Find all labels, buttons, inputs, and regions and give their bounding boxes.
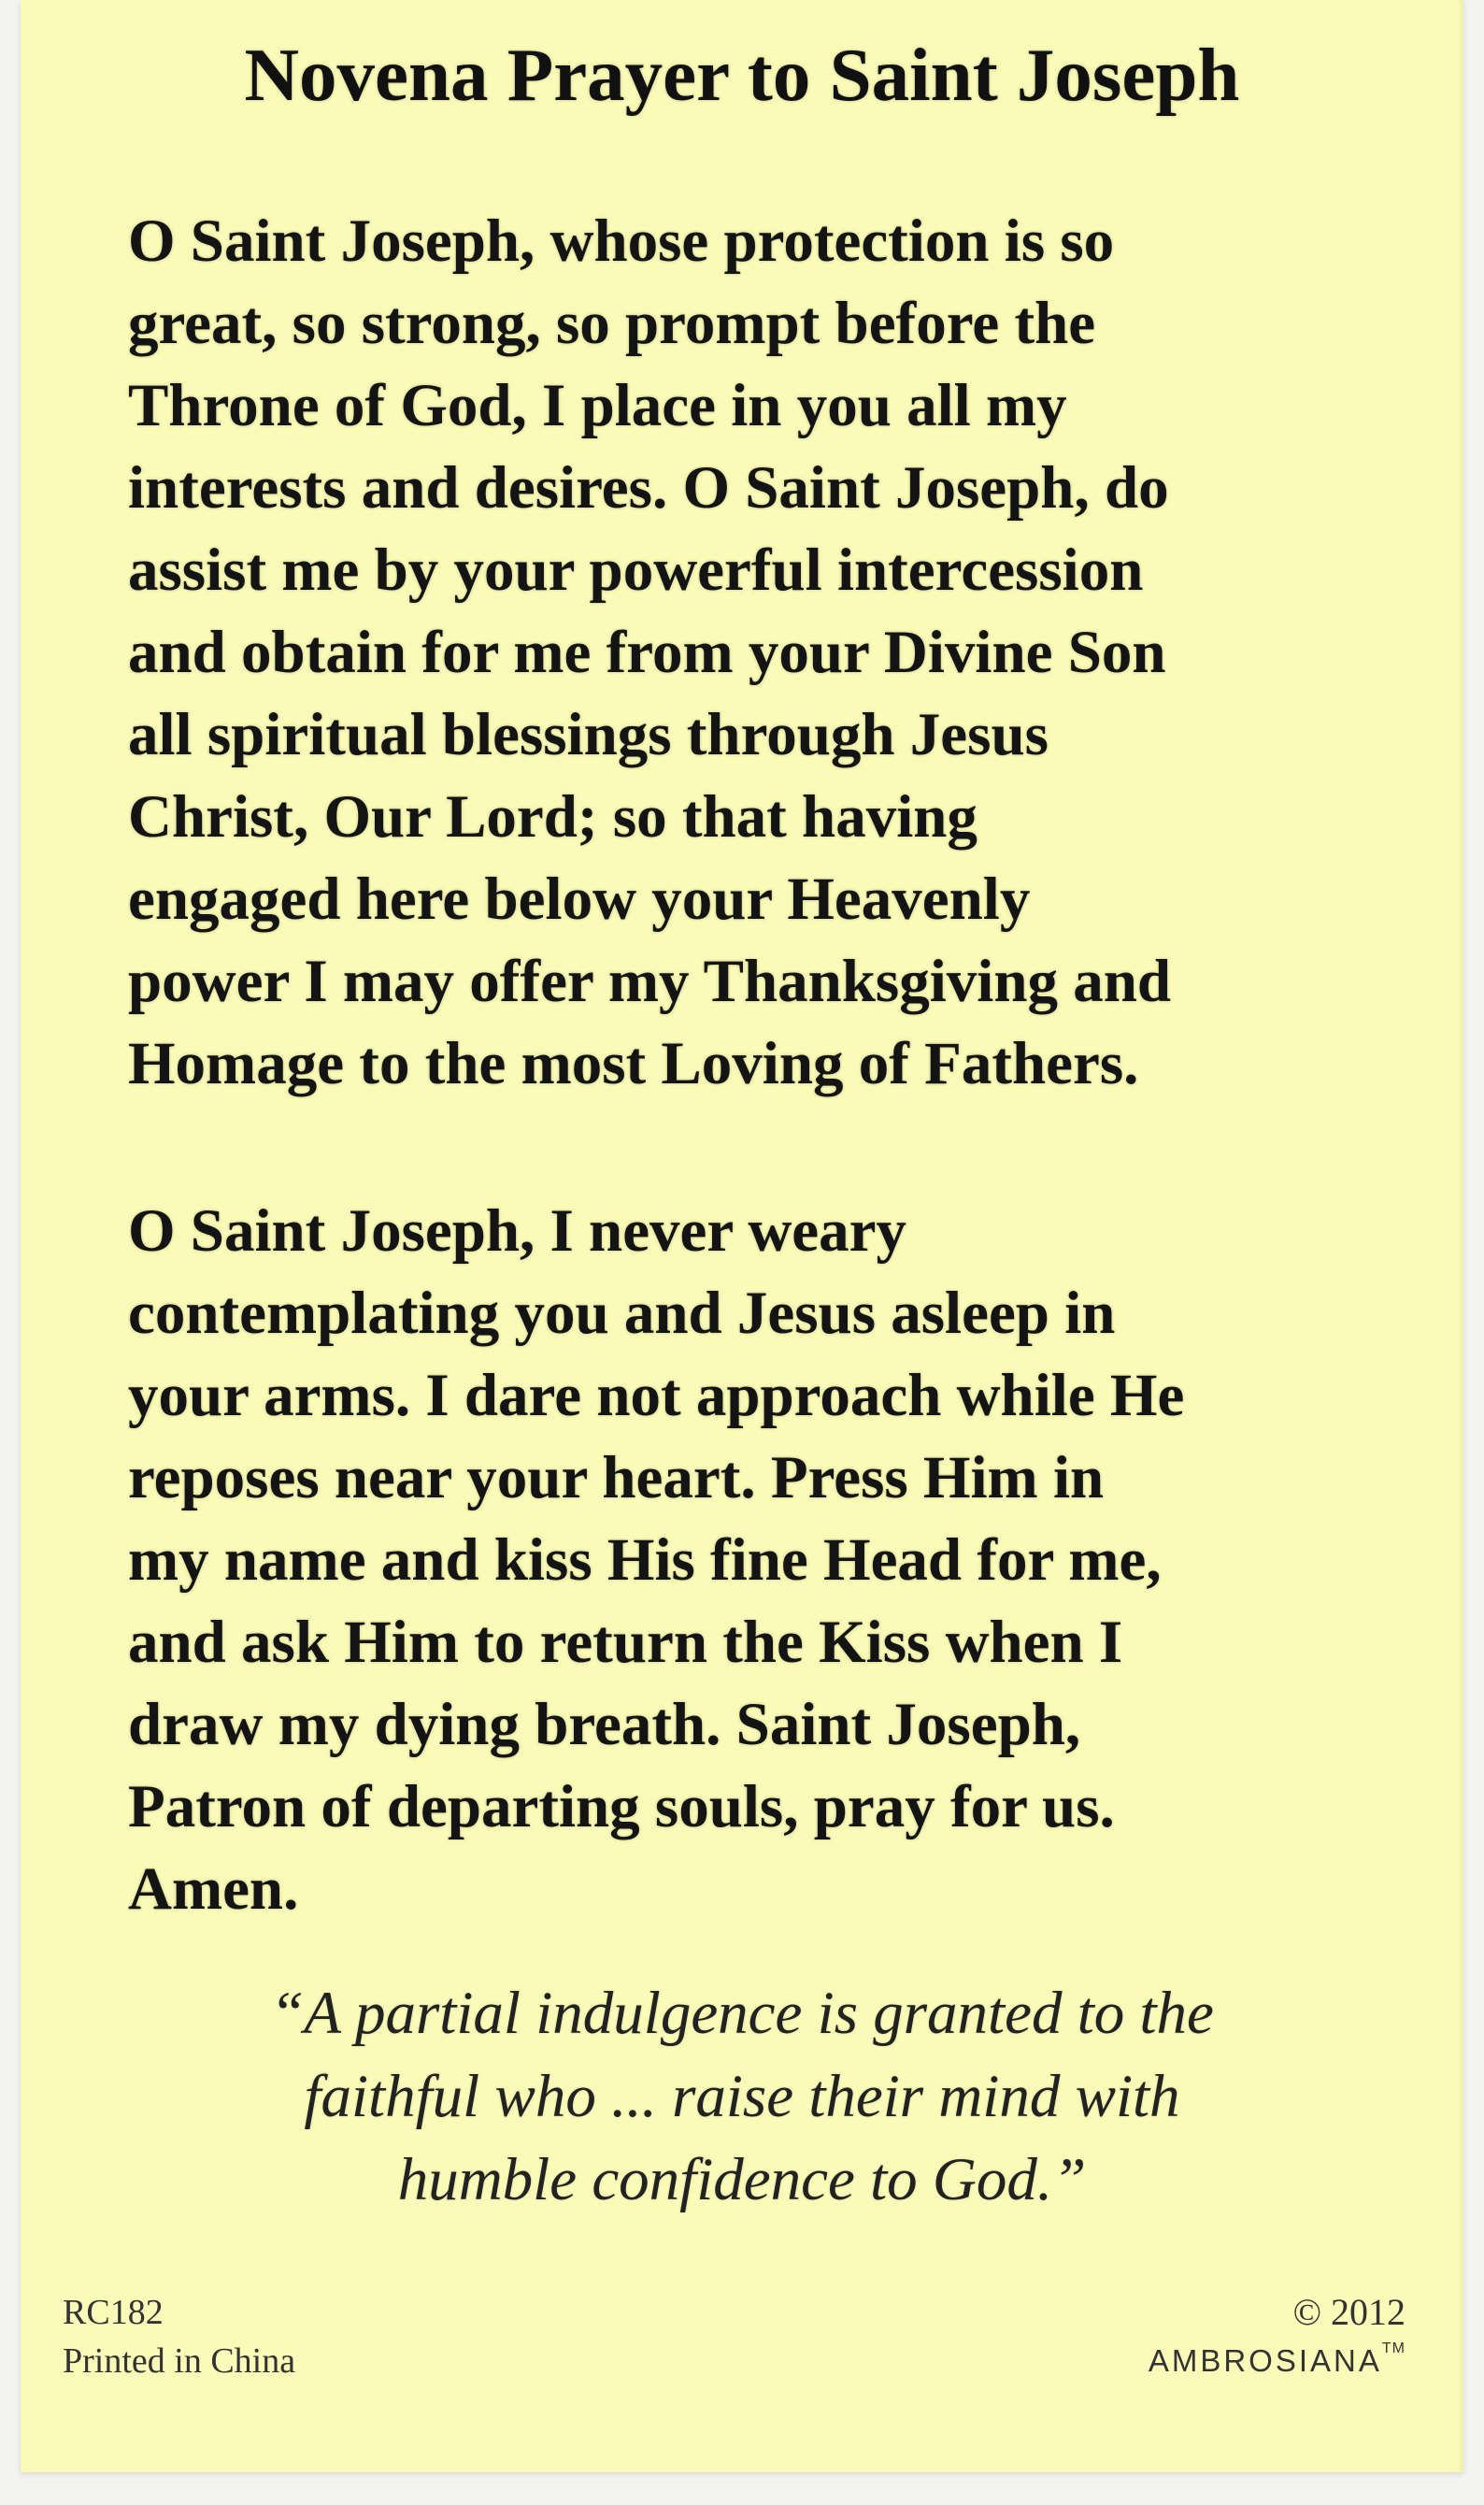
prayer-line: Patron of departing souls, pray for us. [128,1773,1115,1840]
prayer-paragraph-1 [128,200,1418,1105]
quote-line: humble confidence to God.” [397,2146,1087,2213]
prayer-line: Amen. [128,1855,299,1923]
prayer-line: contemplating you and Jesus asleep in [128,1280,1116,1347]
prayer-line: interests and desires. O Saint Joseph, do [128,454,1169,522]
indulgence-quote [21,1972,1463,2222]
printed-in: Printed in China [63,2341,296,2381]
prayer-line: reposes near your heart. Press Him in [128,1444,1105,1511]
prayer-line: my name and kiss His fine Head for me, [128,1526,1162,1594]
prayer-line: all spiritual blessings through Jesus [128,701,1049,768]
prayer-line: Throne of God, I place in you all my [128,372,1067,439]
page-title: Novena Prayer to Saint Joseph [244,33,1240,117]
prayer-line: Homage to the most Loving of Fathers. [128,1030,1139,1097]
prayer-line: and obtain for me from your Divine Son [128,619,1166,686]
prayer-line: power I may offer my Thanksgiving and [128,948,1172,1015]
prayer-paragraph-2 [128,1190,1418,1930]
copyright: © 2012 [1292,2291,1406,2333]
trademark-mark: TM [1381,2340,1406,2356]
quote-line: faithful who ... raise their mind with [304,2063,1180,2130]
prayer-line: great, so strong, so prompt before the [128,290,1096,357]
prayer-line: and ask Him to return the Kiss when I [128,1609,1123,1676]
prayer-line: draw my dying breath. Saint Joseph, [128,1691,1081,1758]
prayer-line: O Saint Joseph, I never weary [128,1197,906,1265]
prayer-line: your arms. I dare not approach while He [128,1362,1185,1429]
product-code: RC182 [63,2293,164,2332]
quote-line: “A partial indulgence is granted to the [270,1980,1214,2047]
prayer-line: assist me by your powerful intercession [128,537,1144,604]
footer-left [63,2288,295,2385]
prayer-line: engaged here below your Heavenly [128,866,1031,933]
publisher-name: AMBROSIANA [1148,2343,1382,2378]
prayer-line: Christ, Our Lord; so that having [128,783,977,851]
prayer-card [21,0,1463,2472]
footer-right [1149,2288,1406,2382]
prayer-line: O Saint Joseph, whose protection is so [128,208,1115,275]
